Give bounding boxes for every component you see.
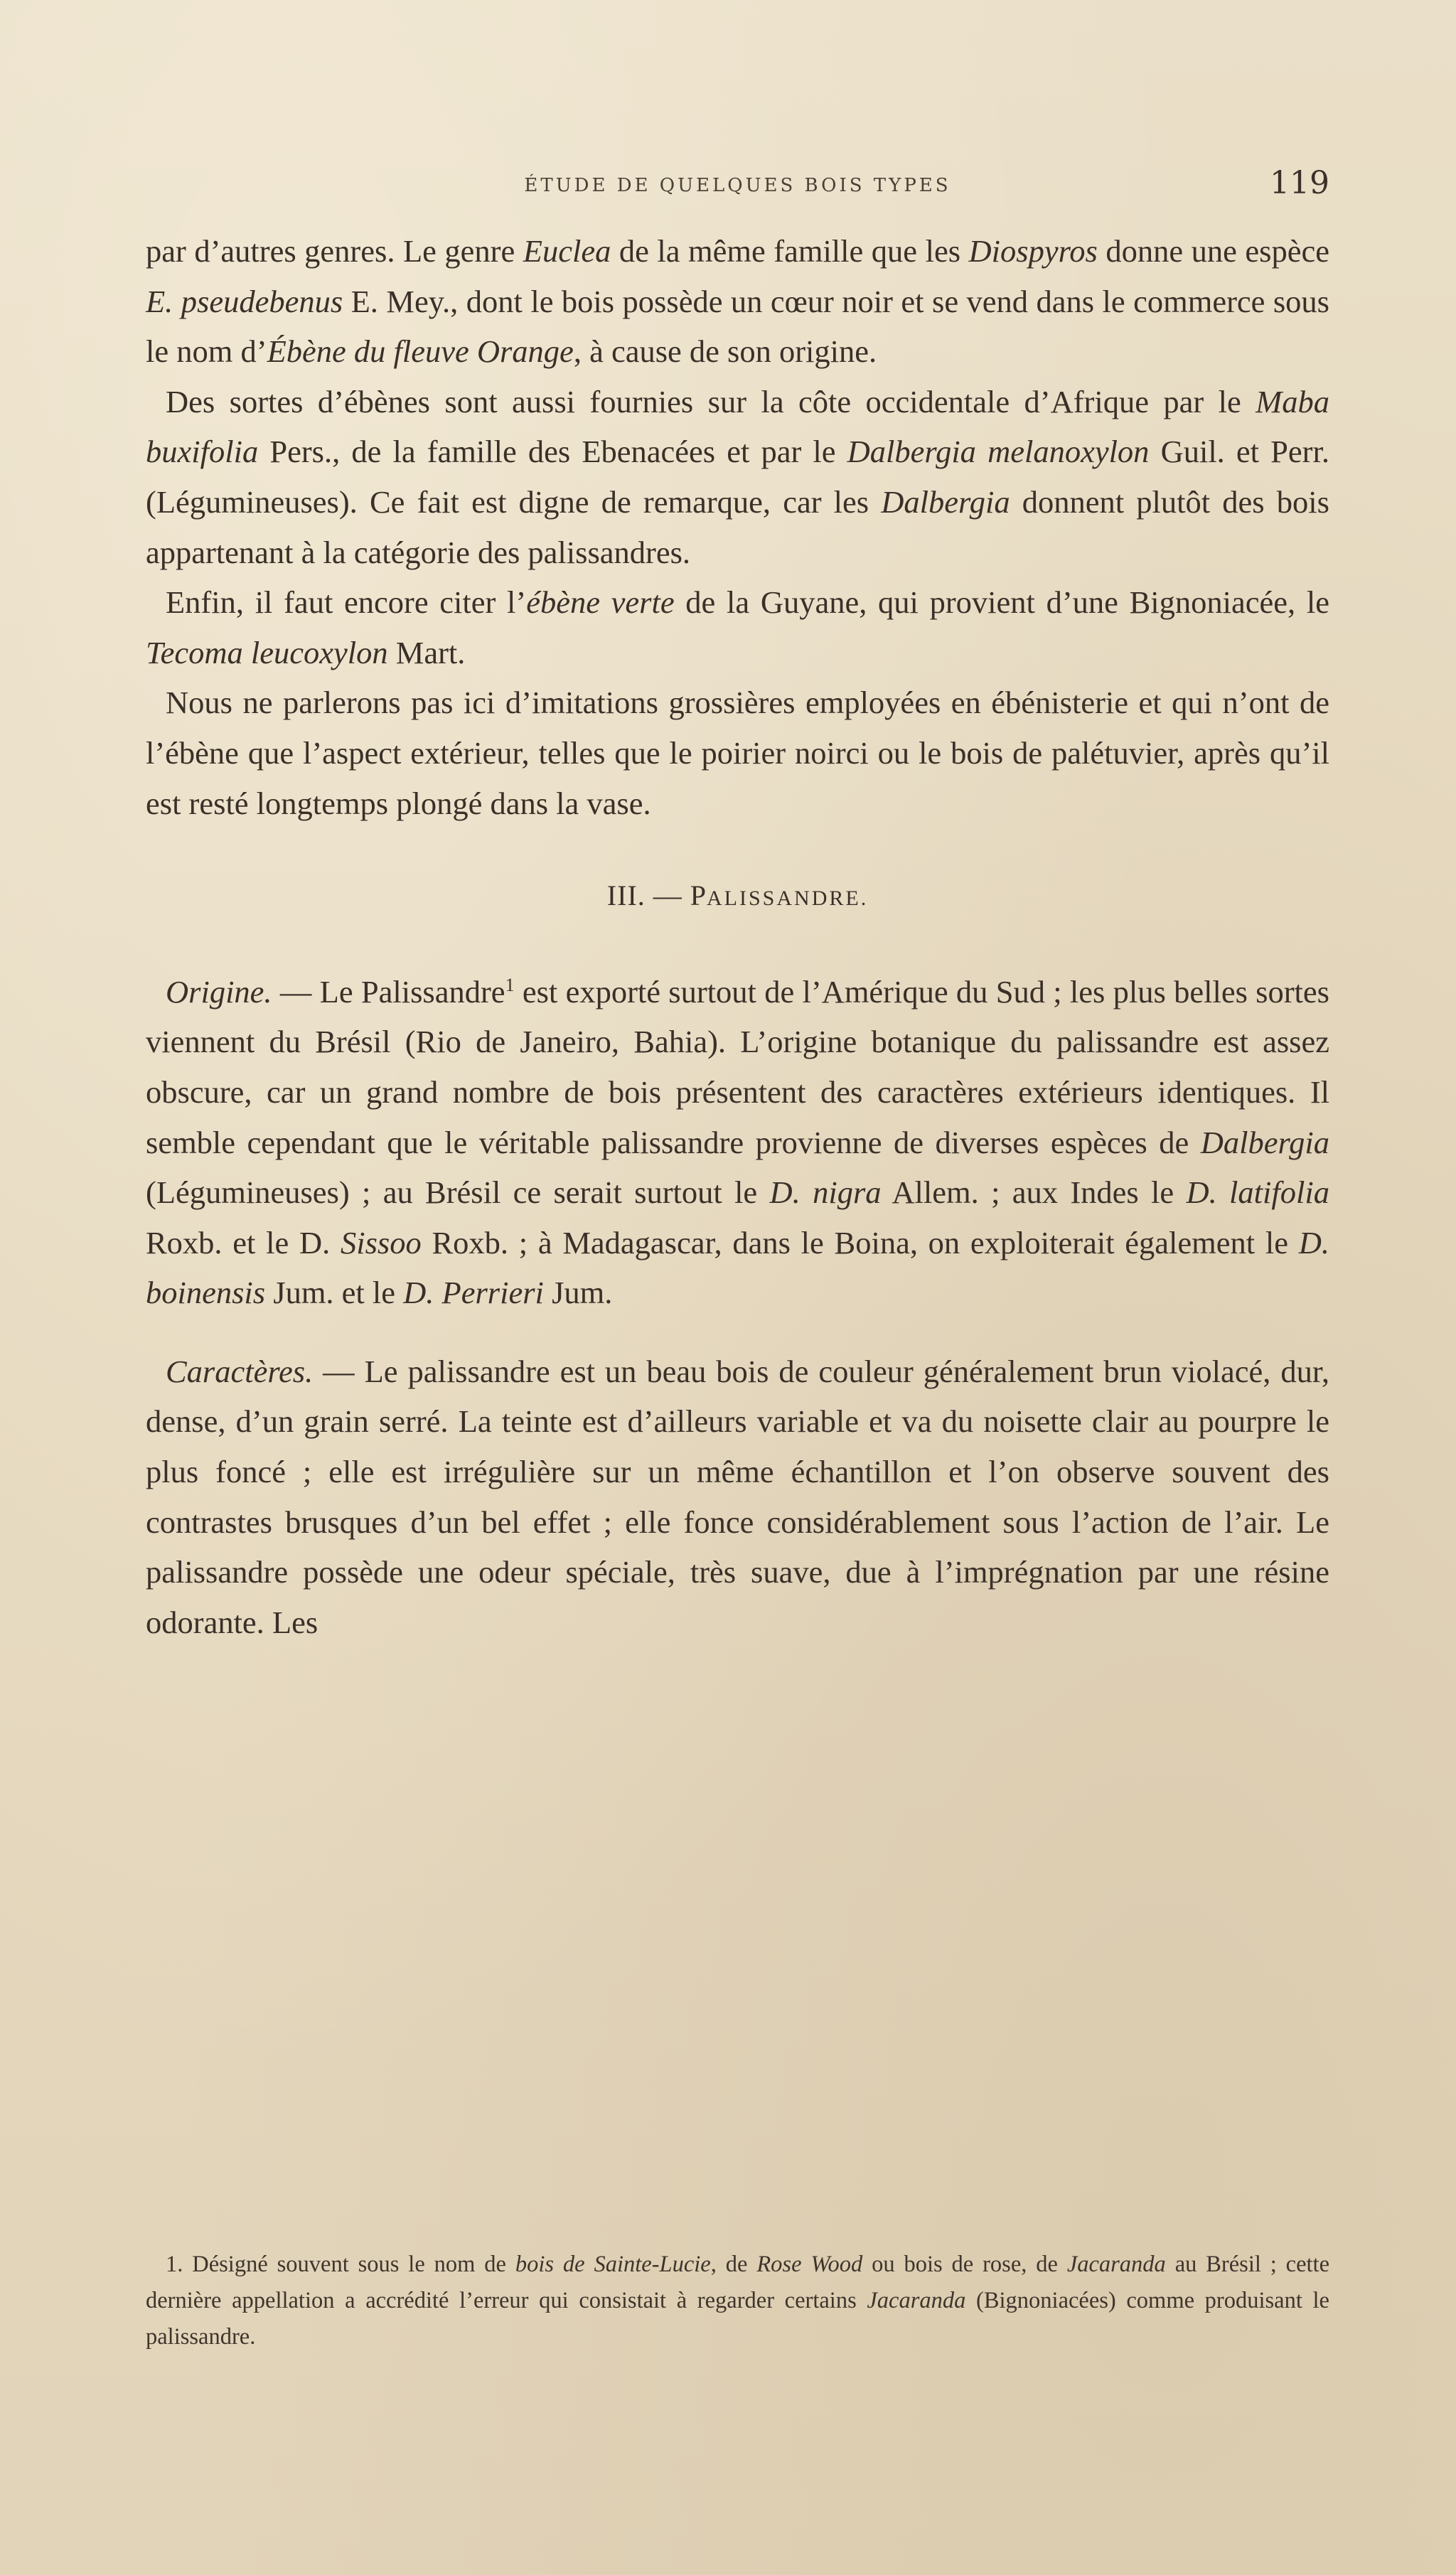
text-run: Enfin, il faut encore citer l’ [166,584,527,621]
italic-run: E. pseudebenus [146,283,343,319]
italic-run: D. nigra [769,1174,882,1211]
italic-run: Jacaranda [867,2288,966,2313]
text-run: , de [710,2252,757,2277]
page-header [146,165,1329,208]
italic-run: bois de Sainte-Lucie [515,2252,711,2277]
text-run: Guil. et Perr. (Légumineuses). Ce fait est digne de remarque, car les [146,434,1329,520]
section-numeral: III. — P [606,879,707,912]
text-run: — Le palissandre est un beau bois de couleur généralement brun violacé, dur, dense, d’un grain serré. La teinte est d’ailleurs variable et va du noisette clair au pourpre le plus foncé ; elle est irrégulière sur un même échantillon et l’on observe souvent des contrastes brusques d’un bel effet ; elle fonce considérablement sous l’action de l’air. Le palissandre possède une odeur spéciale, très suave, due à l’imprégnation par une résine odorante. Les [146,1353,1329,1640]
paragraph-imitations [146,678,1329,828]
italic-run: Rose Wood [756,2252,863,2277]
text-run: Roxb. ; à Madagascar, dans le Boina, on exploiterait également le [421,1224,1299,1260]
text-run: Jum. [543,1275,613,1311]
text-run: Mart. [387,634,466,670]
italic-run: Maba buxifolia [146,383,1329,470]
text-run: 1. Désigné souvent sous le nom de [166,2252,515,2277]
text-run: donne une espèce [1097,233,1329,269]
text-run: (Bignoniacées) comme produisant le palissandre. [146,2288,1329,2350]
footnote-marker: 1 [505,974,515,995]
text-run: Des sortes d’ébènes sont aussi fournies sur la côte occidentale d’Afrique par le [166,383,1256,419]
text-run: Jum. et le [265,1275,404,1311]
paragraph-euclea [146,226,1329,377]
text-run: Nous ne parlerons pas ici d’imitations grossières employées en ébénisterie et qui n’ont de l’ébène que l’aspect extérieur, telles que le poirier noirci ou le bois de palétuvier, après qu’il est resté longtemps plongé dans la vase. [146,685,1329,821]
italic-run: Sissoo [340,1224,422,1260]
italic-run: ébène verte [526,584,675,621]
text-run: , à cause de son origine. [573,333,877,370]
paragraph-origine [146,967,1329,1318]
running-head: ÉTUDE DE QUELQUES BOIS TYPES [524,175,951,196]
italic-run: D. latifolia [1186,1174,1329,1211]
italic-run: Tecoma leucoxylon [146,634,388,670]
text-run: Allem. ; aux Indes le [881,1174,1187,1211]
section-title-smallcaps: ALISSANDRE. [707,887,869,911]
italic-run: Diospyros [968,233,1098,269]
italic-run: Dalbergia [1200,1124,1329,1160]
page-number: 119 [1270,165,1329,201]
section-heading [146,871,1329,924]
italic-run: D. boinensis [146,1224,1329,1311]
paragraph-west-africa [146,377,1329,577]
text-run: est exporté surtout de l’Amérique du Sud ; les plus belles sortes viennent du Brésil (Rio de Janeiro, Bahia). L’origine botanique du palissandre est assez obscure, car un grand nombre de bois présentent des caractères extérieurs identiques. Il semble cependant que le véritable palissandre provienne de diverses espèces de [146,973,1329,1160]
subheading-origine: Origine. [166,973,272,1010]
text-run: donnent plutôt des bois appartenant à la catégorie des palissandres. [146,483,1329,570]
italic-run: Dalbergia [881,483,1010,520]
italic-run: Dalbergia melanoxylon [847,434,1150,470]
text-run: ou bois de rose, de [862,2252,1067,2277]
text-run: Roxb. et le D. [146,1224,341,1260]
text-run: au Brésil ; cette dernière appellation a accrédité l’erreur qui consistait à regarder certains [146,2252,1330,2313]
text-run: E. Mey., dont le bois possède un cœur noir et se vend dans le commerce sous le nom d’ [146,283,1329,370]
paragraph-ebene-verte [146,577,1329,678]
text-run: Pers., de la famille des Ebenacées et par le [258,434,847,470]
paragraph-gap [146,1318,1329,1347]
text-run: par d’autres genres. Le genre [146,233,523,269]
text-run: — Le Palissandre [272,973,505,1010]
footnote-block [146,2247,1329,2355]
footnote-1 [146,2247,1329,2355]
italic-run: Ébène du fleuve Orange [267,333,574,370]
subheading-caracteres: Caractères. [166,1353,314,1389]
italic-run: Jacaranda [1066,2252,1166,2277]
text-run: (Légumineuses) ; au Brésil ce serait surtout le [146,1174,770,1211]
book-page [146,142,1329,2488]
text-run: de la même famille que les [611,233,969,269]
italic-run: D. Perrieri [403,1275,544,1311]
italic-run: Euclea [523,233,611,269]
text-run: de la Guyane, qui provient d’une Bignoniacée, le [674,584,1329,621]
body-text [146,226,1329,1647]
paragraph-caracteres [146,1347,1329,1648]
